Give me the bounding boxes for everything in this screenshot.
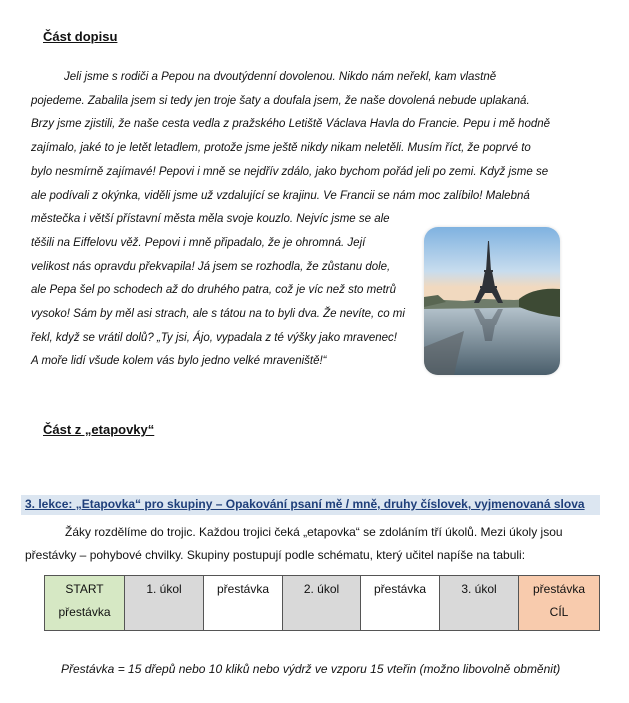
stage-cell-finish [519,576,600,631]
break-note: Přestávka = 15 dřepů nebo 10 kliků nebo výdrž ve vzporu 15 vteřin (možno libovolně obměnit) [61,662,561,676]
letter-line: bylo nesmírně zajímavé! Pepovi i mně se nejdřív zdálo, jako bychom pořád jeli po zemi. Když jsme se [31,165,549,178]
stage-cell-task-3 [440,576,519,631]
lesson-paragraph [25,521,605,567]
paragraph-line: přestávky – pohybové chvilky. Skupiny postupují podle schématu, který učitel napíše na tabuli: [25,548,526,562]
etapovka-heading: Část z „etapovky“ [43,422,155,437]
letter-line: městečka i větší přístavní města měla svoje kouzlo. Nejvíc jsme se ale [31,213,390,226]
letter-line: A moře lidí všude kolem vás bylo jedno velké mraveniště!“ [31,355,327,368]
letter-line: ale Pepa šel po schodech až do druhého patra, což je víc než sto metrů [31,284,397,297]
letter-line: vysoko! Sám by měl asi strach, ale s tátou na to byli dva. Že nevíte, co mi [31,308,405,321]
stage-cell-break-1 [204,576,283,631]
stage-top-label: 3. úkol [461,582,497,596]
letter-line: zajímalo, jaké to je letět letadlem, protože jsme ještě nikdy nikam neletěli. Musím říct, že poprvé to [31,142,531,155]
paragraph-line: Žáky rozdělíme do trojic. Každou trojici čeká „etapovka“ se zdoláním tří úkolů. Mezi úkoly jsou [65,525,563,539]
lesson-title: 3. lekce: „Etapovka“ pro skupiny – Opakování psaní mě / mně, druhy číslovek, vyjmenovaná slova [21,495,600,515]
letter-line: pojedeme. Zabalila jsem si tedy jen troje šaty a doufala jsem, že naše dovolená nebude uplakaná. [31,94,530,107]
letter-heading: Část dopisu [43,29,118,44]
table-row [45,576,600,631]
stage-bottom-label: CÍL [549,605,569,619]
stage-cell-task-1 [125,576,204,631]
stage-top-label: přestávka [373,582,427,596]
stage-cell-start [45,576,125,631]
letter-line: Brzy jsme zjistili, že naše cesta vedla z pražského Letiště Václava Havla do Francie. Pepu i mě hodně [31,118,551,131]
stage-bottom-label: přestávka [58,605,111,619]
stage-top-label: 2. úkol [303,582,340,596]
stage-top-label: přestávka [532,582,586,596]
letter-line: Jeli jsme s rodiči a Pepou na dvoutýdenní dovolenou. Nikdo nám neřekl, kam vlastně [64,71,497,83]
letter-line: těšili na Eiffelovu věž. Pepovi i mně připadalo, že je ohromná. Její [31,236,366,249]
stage-top-label: přestávka [216,582,270,596]
letter-line: řekl, když se vrátil dolů? „Ty jsi, Ájo, vypadala z té výšky jako mravenec! [31,331,398,344]
stage-cell-task-2 [283,576,361,631]
eiffel-tower-photo [424,227,560,375]
stage-schema-table [44,575,600,631]
stage-top-label: 1. úkol [146,582,182,596]
stage-cell-break-2 [361,576,440,631]
letter-line: ale podívali z okýnka, viděli jsme už vzdalující se krajinu. Ve Francii se nám moc zalíbilo! Malebná [31,189,530,202]
stage-top-label: START [65,582,104,596]
letter-line: velikost nás opravdu překvapila! Já jsem se rozhodla, že zůstanu dole, [31,260,391,273]
